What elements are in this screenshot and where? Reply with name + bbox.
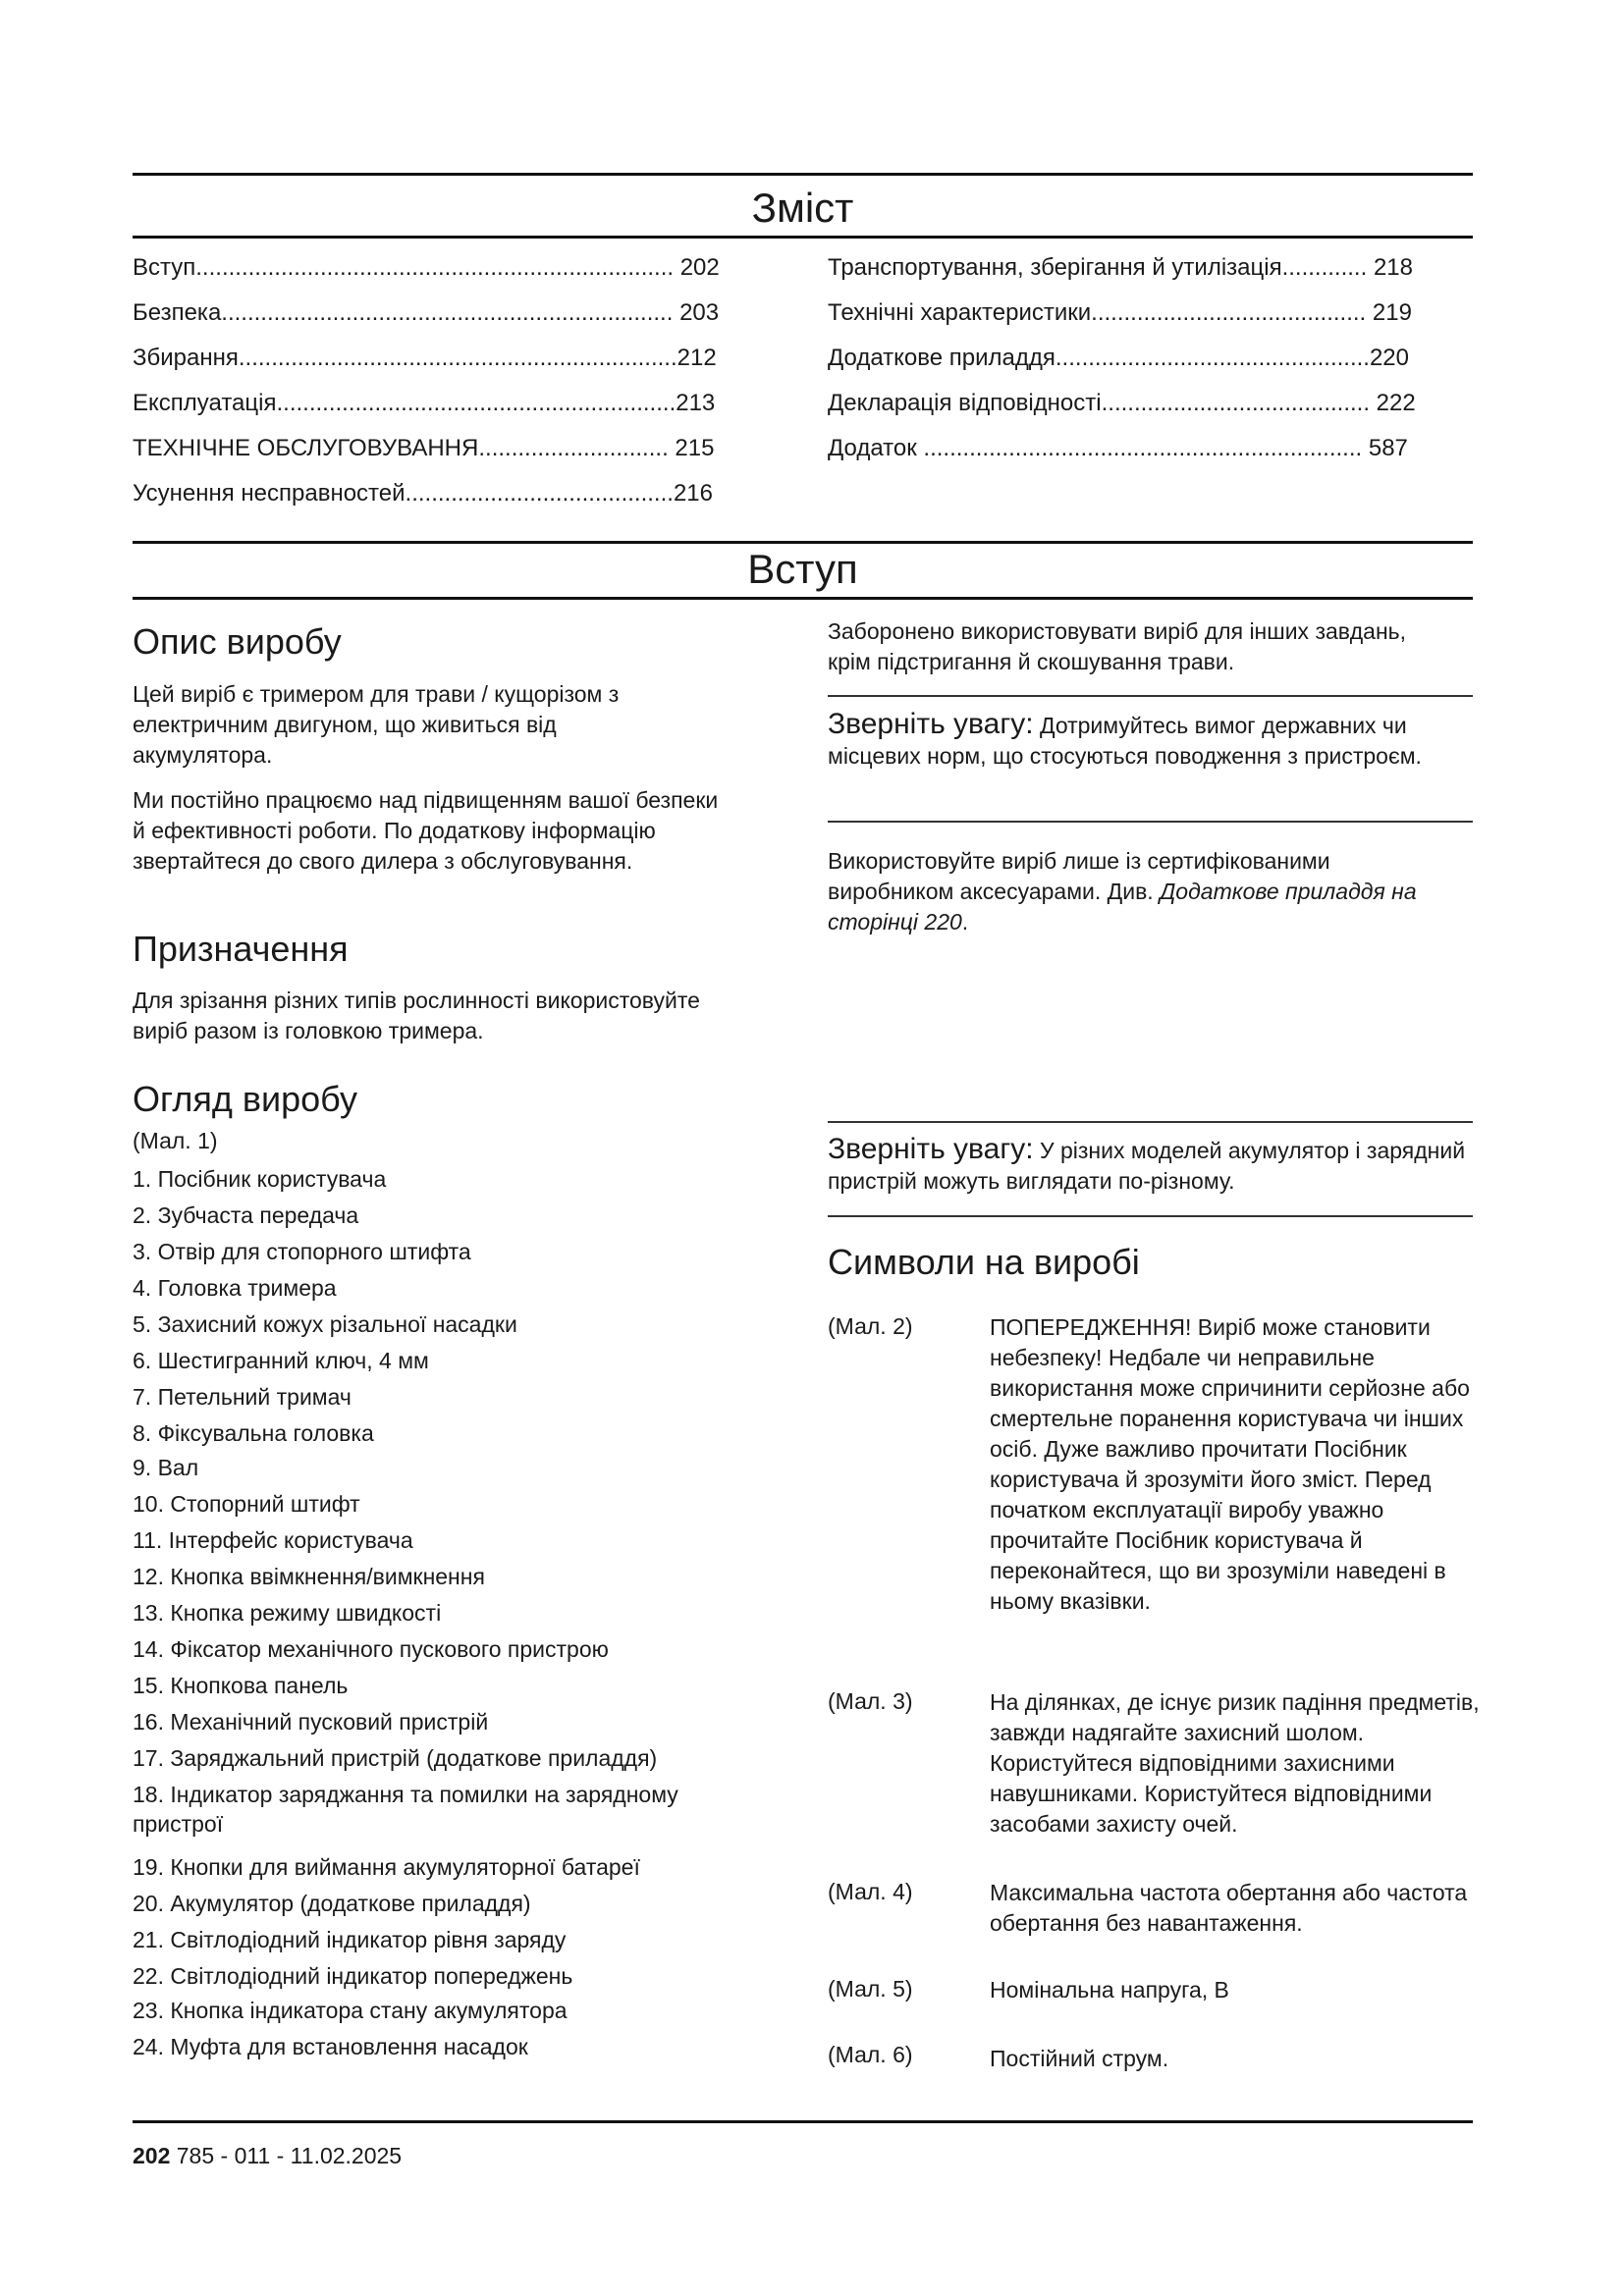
- list-item: 12. Кнопка ввімкнення/вимкнення: [133, 1564, 485, 1589]
- symbol-description: Постійний струм.: [990, 2046, 1169, 2071]
- page-footer: [133, 2143, 402, 2169]
- list-item: 16. Механічний пусковий пристрій: [133, 1709, 489, 1735]
- list-item: 3. Отвір для стопорного штифта: [133, 1239, 471, 1264]
- product-improvement-paragraph: Ми постійно працюємо над підвищенням вашої безпеки й ефективності роботи. По додаткову інформацію звертайтеся до свого дилера з обслуговування.: [133, 787, 719, 874]
- product-description-heading: Опис виробу: [133, 621, 342, 662]
- document-code: 785 - 011 - 11.02.2025: [176, 2143, 403, 2168]
- accessories-paragraph: [828, 846, 1461, 937]
- toc-entry-dots: ...................................................................: [238, 345, 677, 371]
- list-item: 19. Кнопки для виймання акумуляторної батареї: [133, 1854, 640, 1880]
- toc-entry-page: 218: [1373, 254, 1413, 281]
- toc-entry[interactable]: [133, 254, 720, 282]
- toc-entry-dots: .........................................: [1101, 390, 1370, 416]
- contents-title: Зміст: [751, 185, 854, 231]
- symbol-figure-ref: (Мал. 6): [828, 2042, 913, 2067]
- product-description-paragraph: Цей виріб є тримером для трави / кущорізом з електричним двигуном, що живиться від акумулятора.: [133, 681, 620, 768]
- list-item: 21. Світлодіодний індикатор рівня заряду: [133, 1927, 567, 1952]
- toc-entry-dots: .........................................: [405, 480, 674, 507]
- symbol-figure-ref: (Мал. 3): [828, 1688, 913, 1714]
- toc-entry-label: Технічні характеристики: [828, 299, 1092, 326]
- toc-entry-dots: .............: [1281, 254, 1368, 281]
- toc-entry[interactable]: [828, 435, 1408, 462]
- list-item: 15. Кнопкова панель: [133, 1673, 349, 1698]
- toc-entry-label: Усунення несправностей: [133, 480, 406, 507]
- toc-entry-page: 213: [676, 390, 716, 416]
- toc-entry-page: 587: [1368, 435, 1408, 461]
- list-item: 8. Фіксувальна головка: [133, 1420, 374, 1446]
- toc-entry-dots: ................................................: [1055, 345, 1370, 371]
- toc-entry-page: 219: [1372, 299, 1412, 326]
- list-item: 22. Світлодіодний індикатор попереджень: [133, 1963, 573, 1989]
- list-item: 9. Вал: [133, 1455, 199, 1480]
- toc-entry-label: Безпека: [133, 299, 222, 326]
- toc-entry-label: Збирання: [133, 345, 239, 371]
- symbols-heading: Символи на виробі: [828, 1242, 1140, 1282]
- symbol-description: На ділянках, де існує ризик падіння предметів, завжди надягайте захисний шолом. Користуйтеся відповідними захисними навушниками. Користуйтеся відповідними засобами захисту очей.: [990, 1689, 1480, 1837]
- notice-label: Зверніть увагу:: [828, 1133, 1034, 1165]
- toc-entry-page: 202: [679, 254, 720, 281]
- toc-entry[interactable]: [133, 435, 714, 462]
- toc-entry[interactable]: [828, 390, 1416, 417]
- list-item: 17. Заряджальний пристрій (додаткове приладдя): [133, 1745, 658, 1771]
- symbol-description: ПОПЕРЕДЖЕННЯ! Виріб може становити небезпеку! Недбале чи неправильне використання може спричинити серйозне або смертельне поранення користувача чи інших осіб. Дуже важливо прочитати Посібник користувача й зрозуміти його зміст. Перед початком експлуатації виробу уважно прочитайте Посібник користувача й переконайтеся, що ви зрозуміли наведені в ньому вказівки.: [990, 1314, 1470, 1614]
- contents-bottom-rule: [133, 236, 1473, 239]
- toc-entry-label: Експлуатація: [133, 390, 277, 416]
- toc-entry[interactable]: [133, 390, 715, 417]
- toc-entry-dots: .........................................................................: [195, 254, 675, 281]
- list-item: 5. Захисний кожух різальної насадки: [133, 1311, 517, 1337]
- list-item: 24. Муфта для встановлення насадок: [133, 2034, 528, 2059]
- toc-entry-page: 215: [675, 435, 715, 461]
- list-item: 20. Акумулятор (додаткове приладдя): [133, 1891, 531, 1916]
- list-item: 6. Шестигранний ключ, 4 мм: [133, 1348, 429, 1373]
- notice2-top-rule: [828, 1121, 1473, 1123]
- list-item: 7. Петельний тримач: [133, 1384, 352, 1410]
- notice-label: Зверніть увагу:: [828, 708, 1034, 740]
- toc-entry[interactable]: [828, 345, 1409, 372]
- toc-entry-page: 203: [679, 299, 720, 326]
- list-item: 11. Інтерфейс користувача: [133, 1527, 413, 1553]
- toc-entry-label: ТЕХНІЧНЕ ОБСЛУГОВУВАННЯ: [133, 435, 479, 461]
- accessories-text: Використовуйте виріб лише із сертифікованими виробником аксесуарами. Див.: [828, 848, 1330, 904]
- toc-entry[interactable]: [133, 345, 717, 372]
- toc-entry[interactable]: [133, 480, 713, 507]
- toc-entry-label: Додаток: [828, 435, 917, 461]
- intro-top-rule: [133, 541, 1473, 544]
- page-number: 202: [133, 2143, 171, 2168]
- intro-title: Вступ: [747, 546, 858, 592]
- overview-figure-ref: (Мал. 1): [133, 1128, 218, 1153]
- toc-entry-dots: .............................: [478, 435, 669, 461]
- notice-regulations: [828, 709, 1436, 772]
- toc-entry-label: Декларація відповідності: [828, 390, 1102, 416]
- symbol-figure-ref: (Мал. 5): [828, 1976, 913, 2002]
- toc-entry-dots: ...................................................................: [916, 435, 1363, 461]
- accessories-end: .: [961, 909, 969, 934]
- toc-entry-label: Вступ: [133, 254, 196, 281]
- intro-bottom-rule: [133, 597, 1473, 600]
- toc-entry-dots: .............................................................: [276, 390, 677, 416]
- symbol-description: Номінальна напруга, В: [990, 1977, 1229, 2002]
- list-item: 14. Фіксатор механічного пускового пристрою: [133, 1636, 609, 1662]
- toc-entry-dots: ..........................................: [1091, 299, 1367, 326]
- purpose-heading: Призначення: [133, 929, 349, 969]
- toc-entry-label: Додаткове приладдя: [828, 345, 1056, 371]
- list-item: 1. Посібник користувача: [133, 1166, 387, 1192]
- toc-entry-page: 222: [1376, 390, 1416, 416]
- product-overview-heading: Огляд виробу: [133, 1079, 357, 1119]
- symbol-description: Максимальна частота обертання або частота обертання без навантаження.: [990, 1880, 1468, 1936]
- list-item: 18. Індикатор заряджання та помилки на зарядному пристрої: [133, 1782, 678, 1837]
- toc-entry-page: 212: [677, 345, 717, 371]
- list-item: 10. Стопорний штифт: [133, 1491, 360, 1517]
- notice-bottom-rule: [828, 821, 1473, 823]
- toc-entry-label: Транспортування, зберігання й утилізація: [828, 254, 1282, 281]
- symbol-figure-ref: (Мал. 4): [828, 1879, 913, 1904]
- notice2-bottom-rule: [828, 1215, 1473, 1217]
- toc-entry-page: 216: [673, 480, 713, 507]
- list-item: 23. Кнопка індикатора стану акумулятора: [133, 1998, 568, 2023]
- notice-text: Дотримуйтесь вимог державних чи місцевих норм, що стосуються поводження з пристроєм.: [828, 713, 1422, 769]
- notice-text: У різних моделей акумулятор і зарядний пристрій можуть виглядати по-різному.: [828, 1138, 1466, 1194]
- accessories-link[interactable]: Додаткове приладдя на сторінці 220: [828, 879, 1417, 934]
- toc-entry[interactable]: [828, 299, 1412, 327]
- toc-entry[interactable]: [133, 299, 719, 327]
- toc-entry[interactable]: [828, 254, 1413, 282]
- toc-entry-dots: .....................................................................: [221, 299, 674, 326]
- footer-rule: [133, 2120, 1473, 2123]
- notice-top-rule: [828, 695, 1473, 697]
- toc-entry-page: 220: [1369, 345, 1409, 371]
- list-item: 4. Головка тримера: [133, 1275, 337, 1301]
- notice-battery: [828, 1134, 1466, 1197]
- list-item: 2. Зубчаста передача: [133, 1202, 359, 1228]
- contents-top-rule: [133, 173, 1473, 176]
- forbidden-use-paragraph: Заборонено використовувати виріб для інших завдань, крім підстригання й скошування трави.: [828, 618, 1407, 674]
- purpose-paragraph: Для зрізання різних типів рослинності використовуйте виріб разом із головкою тримера.: [133, 988, 700, 1043]
- list-item: 13. Кнопка режиму швидкості: [133, 1600, 442, 1626]
- symbol-figure-ref: (Мал. 2): [828, 1313, 913, 1339]
